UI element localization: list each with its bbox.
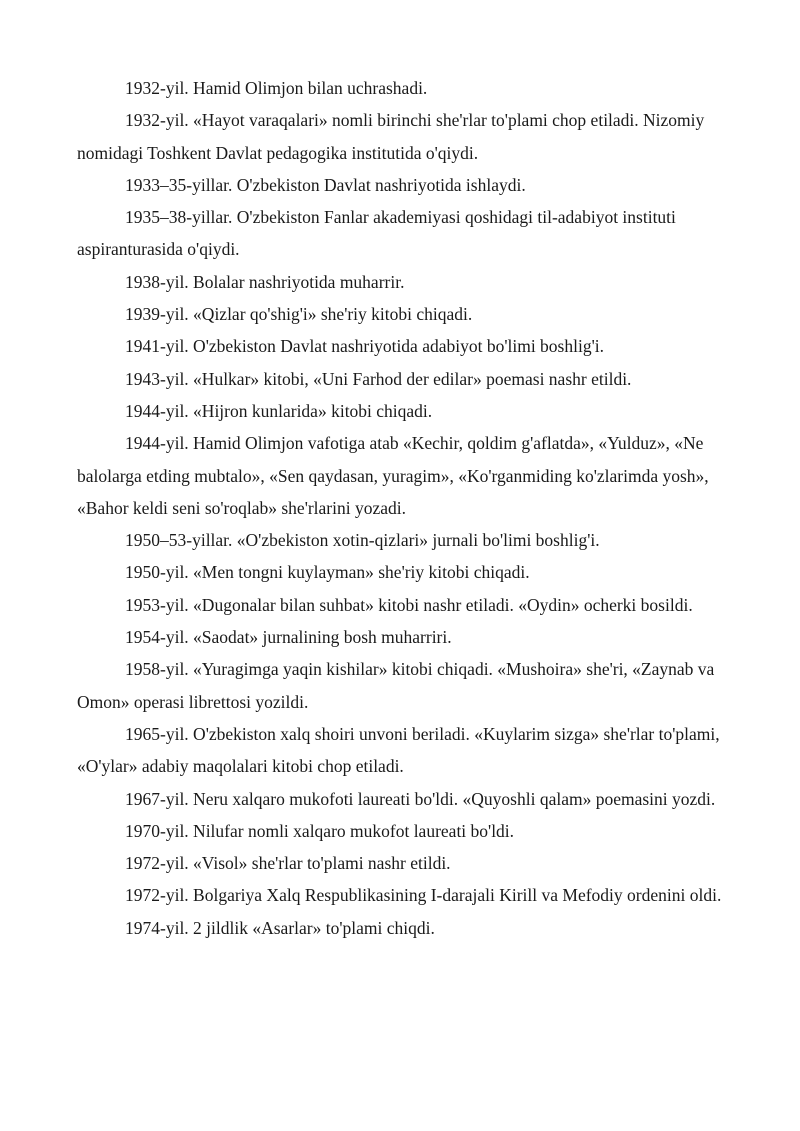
- chronology-entry: 1958-yil. «Yuragimga yaqin kishilar» kitobi chiqadi. «Mushoira» she'ri, «Zaynab va Omon» operasi librettosi yozildi.: [77, 659, 715, 712]
- chronology-entry: 1970-yil. Nilufar nomli xalqaro mukofot laureati bo'ldi.: [125, 820, 515, 841]
- chronology-entry: 1965-yil. O'zbekiston xalq shoiri unvoni beriladi. «Kuylarim sizga» she'rlar to'plami, «O'ylar» adabiy maqolalari kitobi chop etiladi.: [77, 723, 720, 777]
- chronology-entry: 1972-yil. «Visol» she'rlar to'plami nashr etildi.: [125, 853, 451, 874]
- chronology-entry: 1967-yil. Neru xalqaro mukofoti laureati bo'ldi. «Quyoshli qalam» poemasini yozdi.: [125, 788, 716, 809]
- chronology-entry: 1950–53-yillar. «O'zbekiston xotin-qizlari» jurnali bo'limi boshlig'i.: [125, 530, 600, 551]
- chronology-entry: 1974-yil. 2 jildlik «Asarlar» to'plami chiqdi.: [125, 917, 435, 938]
- chronology-entry: 1950-yil. «Men tongni kuylayman» she'riy kitobi chiqadi.: [125, 562, 530, 583]
- chronology-entry: 1932-yil. Hamid Olimjon bilan uchrashadi.: [125, 78, 428, 98]
- chronology-entry: 1953-yil. «Dugonalar bilan suhbat» kitobi nashr etiladi. «Oydin» ocherki bosildi.: [125, 594, 693, 615]
- chronology-entry: 1932-yil. «Hayot varaqalari» nomli birinchi she'rlar to'plami chop etiladi. Nizomiy nomidagi Toshkent Davlat pedagogika institutida o'qiydi.: [77, 110, 705, 163]
- chronology-entry: 1939-yil. «Qizlar qo'shig'i» she'riy kitobi chiqadi.: [125, 304, 473, 325]
- chronology-text: [77, 72, 727, 944]
- chronology-entry: 1943-yil. «Hulkar» kitobi, «Uni Farhod der edilar» poemasi nashr etildi.: [125, 368, 632, 389]
- chronology-entry: 1944-yil. «Hijron kunlarida» kitobi chiqadi.: [125, 400, 433, 421]
- chronology-entry: 1935–38-yillar. O'zbekiston Fanlar akademiyasi qoshidagi til-adabiyot instituti aspiranturasida o'qiydi.: [77, 207, 676, 260]
- chronology-entry: 1954-yil. «Saodat» jurnalining bosh muharriri.: [125, 627, 452, 648]
- chronology-entry: 1941-yil. O'zbekiston Davlat nashriyotida adabiyot bo'limi boshlig'i.: [125, 336, 604, 357]
- chronology-entry: 1938-yil. Bolalar nashriyotida muharrir.: [125, 271, 405, 292]
- chronology-entry: 1933–35-yillar. O'zbekiston Davlat nashriyotida ishlaydi.: [125, 174, 526, 195]
- chronology-entry: 1944-yil. Hamid Olimjon vafotiga atab «Kechir, qoldim g'aflatda», «Yulduz», «Ne balolarga etding mubtalo», «Sen qaydasan, yuragim», «Ko'rganmiding ko'zlarimda yosh», «Bahor keldi seni so'roqlab» she'rlarini yozadi.: [77, 433, 709, 518]
- chronology-entry: 1972-yil. Bolgariya Xalq Respublikasining I-darajali Kirill va Mefodiy ordenini oldi.: [125, 885, 722, 906]
